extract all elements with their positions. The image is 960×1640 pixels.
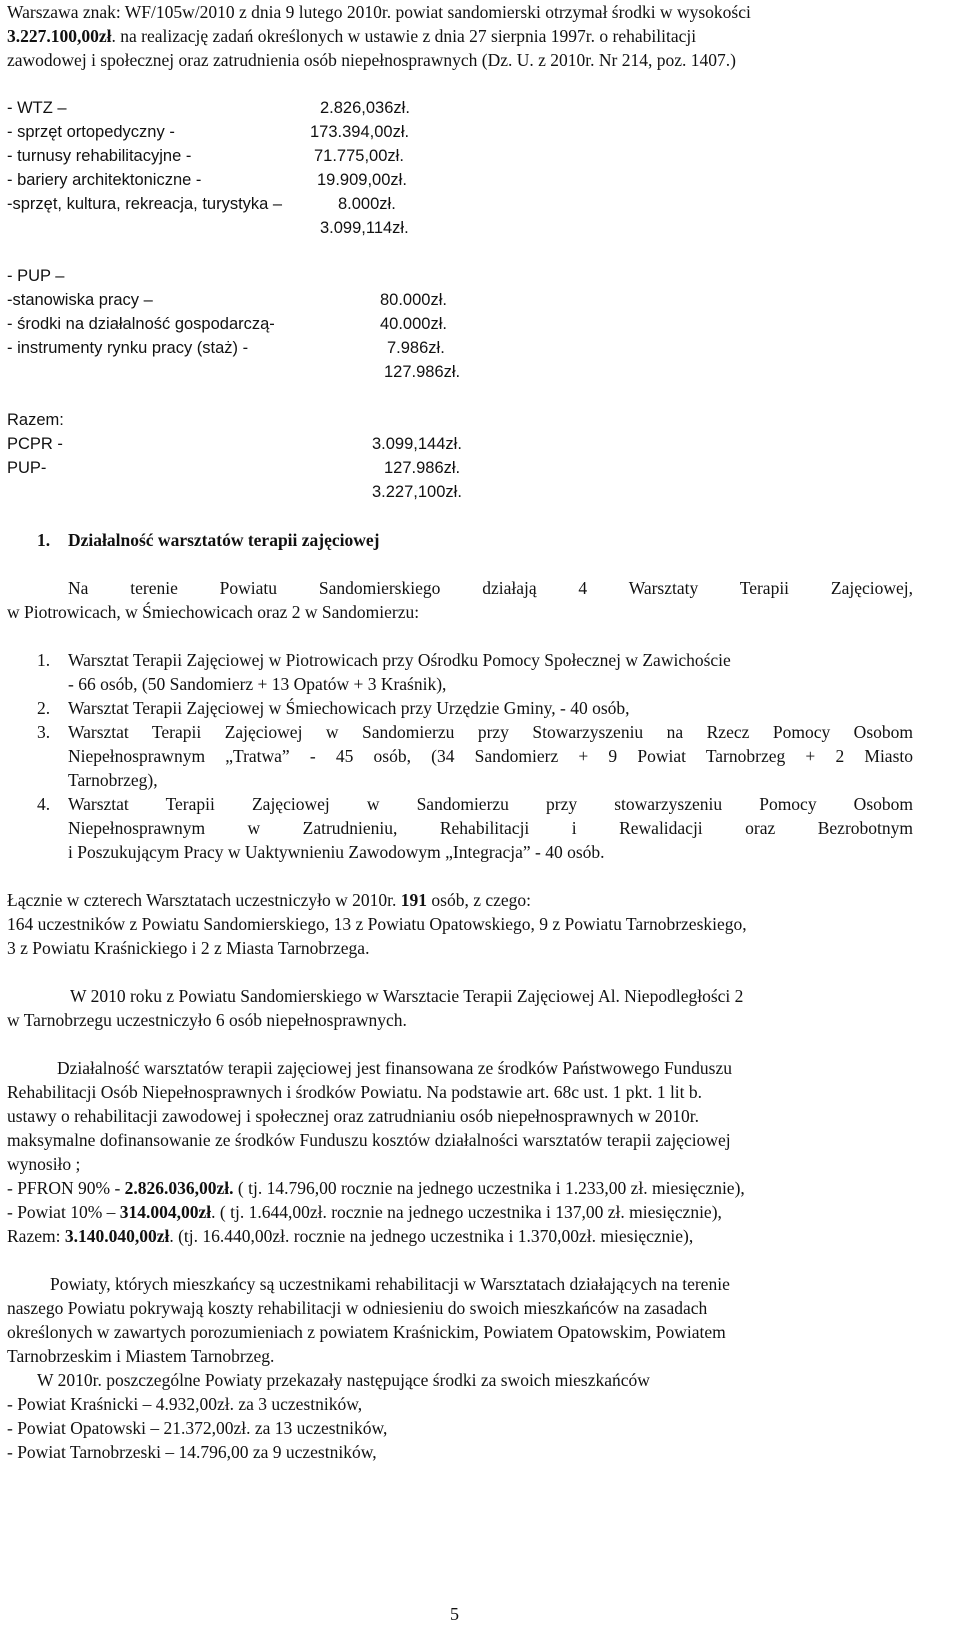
pcpr-item-amount: 173.394,00zł.	[310, 123, 410, 141]
financing-text: - PFRON 90% -	[7, 1178, 125, 1198]
list-item-line: Niepełnosprawnym „Tratwa” - 45 osób, (34 Sandomierz + 9 Powiat Tarnobrzeg + 2 Miasto	[68, 746, 913, 766]
pup-item-amount: 40.000zł.	[380, 315, 447, 333]
list-item-line: i Poszukującym Pracy w Uaktywnieniu Zawodowym „Integracja” - 40 osób.	[68, 842, 605, 862]
pcpr-item-label: - bariery architektoniczne -	[7, 171, 202, 189]
razem-heading: Razem:	[7, 411, 64, 429]
powiaty-line-3: określonych w zawartych porozumieniach z powiatem Kraśnickim, Powiatem Opatowskim, Powiatem	[7, 1322, 726, 1342]
pup-item-label: -stanowiska pracy –	[7, 291, 153, 309]
list-item-line: Warsztat Terapii Zajęciowej w Piotrowicach przy Ośrodku Pomocy Społecznej w Zawichoście	[68, 650, 731, 670]
section-intro-line-1: Na terenie Powiatu Sandomierskiego działają 4 Warsztaty Terapii Zajęciowej,	[68, 578, 913, 598]
pup-item-amount: 80.000zł.	[380, 291, 447, 309]
pcpr-item-label: - turnusy rehabilitacyjne -	[7, 147, 192, 165]
list-item-number: 1.	[37, 650, 51, 670]
financing-pfron	[7, 1176, 745, 1200]
financing-text: - Powiat 10% –	[7, 1202, 120, 1222]
pcpr-item-amount: 71.775,00zł.	[314, 147, 404, 165]
participants-count: 191	[400, 890, 428, 910]
pup-label: - PUP –	[7, 267, 65, 285]
razem-label-pup: PUP-	[7, 459, 47, 477]
financing-amount: 3.140.040,00zł	[64, 1226, 170, 1246]
list-item-line: Warsztat Terapii Zajęciowej w Sandomierzu przy stowarzyszeniu Pomocy Osobom	[68, 794, 913, 814]
pcpr-item-label: - sprzęt ortopedyczny -	[7, 123, 175, 141]
pcpr-item-label: -sprzęt, kultura, rekreacja, turystyka –	[7, 195, 283, 213]
intro-line-2-rest: . na realizację zadań określonych w ustawie z dnia 27 sierpnia 1997r. o rehabilitacji	[111, 26, 697, 46]
financing-text: Razem:	[7, 1226, 65, 1246]
list-item-line: Warsztat Terapii Zajęciowej w Śmiechowicach przy Urzędzie Gminy, - 40 osób,	[68, 698, 630, 718]
financing-text: ( tj. 14.796,00 rocznie na jednego uczestnika i 1.233,00 zł. miesięcznie),	[233, 1178, 745, 1198]
intro-amount: 3.227.100,00zł	[7, 26, 112, 46]
pup-item-amount: 7.986zł.	[387, 339, 445, 357]
pup-item-label: - instrumenty rynku pracy (staż) -	[7, 339, 249, 357]
participants-text: Łącznie w czterech Warsztatach uczestniczyło w 2010r.	[7, 890, 401, 910]
powiaty-item: - Powiat Opatowski – 21.372,00zł. za 13 uczestników,	[7, 1418, 388, 1438]
razem-amount-pcpr: 3.099,144zł.	[372, 435, 462, 453]
page-number: 5	[450, 1604, 459, 1624]
financing-line-5: wynosiło ;	[7, 1154, 81, 1174]
list-item-line: Warsztat Terapii Zajęciowej w Sandomierzu przy Stowarzyszeniu na Rzecz Pomocy Osobom	[68, 722, 913, 742]
tarnobrzeg-line-2: w Tarnobrzegu uczestniczyło 6 osób niepełnosprawnych.	[7, 1010, 407, 1030]
pcpr-item-amount: 19.909,00zł.	[317, 171, 407, 189]
intro-line-2	[7, 24, 696, 48]
wtz-label: - WTZ –	[7, 99, 67, 117]
participants-line-3: 3 z Powiatu Kraśnickiego i 2 z Miasta Tarnobrzega.	[7, 938, 370, 958]
section-title: Działalność warsztatów terapii zajęciowej	[68, 530, 380, 550]
financing-razem	[7, 1224, 693, 1248]
financing-amount: 314.004,00zł	[119, 1202, 212, 1222]
powiaty-line-2: naszego Powiatu pokrywają koszty rehabilitacji w odniesieniu do swoich mieszkańców na zasadach	[7, 1298, 708, 1318]
list-item-number: 3.	[37, 722, 51, 742]
tarnobrzeg-line-1: W 2010 roku z Powiatu Sandomierskiego w Warsztacie Terapii Zajęciowej Al. Niepodległości 2	[70, 986, 744, 1006]
financing-amount: 2.826.036,00zł.	[124, 1178, 234, 1198]
financing-text: . ( tj. 1.644,00zł. rocznie na jednego uczestnika i 137,00 zł. miesięcznie),	[211, 1202, 722, 1222]
list-item-line: - 66 osób, (50 Sandomierz + 13 Opatów + 3 Kraśnik),	[68, 674, 447, 694]
section-intro-line-2: w Piotrowicach, w Śmiechowicach oraz 2 w Sandomierzu:	[7, 602, 420, 622]
list-item-number: 2.	[37, 698, 51, 718]
participants-line-2: 164 uczestników z Powiatu Sandomierskiego, 13 z Powiatu Opatowskiego, 9 z Powiatu Tarnobrzeskiego,	[7, 914, 747, 934]
powiaty-item: - Powiat Kraśnicki – 4.932,00zł. za 3 uczestników,	[7, 1394, 363, 1414]
powiaty-line-5: W 2010r. poszczególne Powiaty przekazały następujące środki za swoich mieszkańców	[37, 1370, 650, 1390]
intro-line-3: zawodowej i społecznej oraz zatrudnienia osób niepełnosprawnych (Dz. U. z 2010r. Nr 214, poz. 1407.)	[7, 50, 736, 70]
financing-line-1: Działalność warsztatów terapii zajęciowej jest finansowana ze środków Państwowego Funduszu	[57, 1058, 733, 1078]
pup-item-label: - środki na działalność gospodarczą-	[7, 315, 275, 333]
razem-label-pcpr: PCPR -	[7, 435, 63, 453]
pcpr-total: 3.099,114zł.	[320, 219, 409, 237]
razem-total: 3.227,100zł.	[372, 483, 462, 501]
intro-line-1: Warszawa znak: WF/105w/2010 z dnia 9 lutego 2010r. powiat sandomierski otrzymał środki w wysokości	[7, 2, 751, 22]
wtz-amount: 2.826,036zł.	[320, 99, 410, 117]
powiaty-item: - Powiat Tarnobrzeski – 14.796,00 za 9 uczestników,	[7, 1442, 377, 1462]
section-number: 1.	[37, 530, 51, 550]
powiaty-line-1: Powiaty, których mieszkańcy są uczestnikami rehabilitacji w Warsztatach działających na terenie	[50, 1274, 730, 1294]
list-item-number: 4.	[37, 794, 51, 814]
participants-text: osób, z czego:	[427, 890, 532, 910]
pup-total: 127.986zł.	[384, 363, 461, 381]
financing-line-4: maksymalne dofinansowanie ze środków Funduszu kosztów działalności warsztatów terapii zajęciowej	[7, 1130, 731, 1150]
list-item-line: Niepełnosprawnym w Zatrudnieniu, Rehabilitacji i Rewalidacji oraz Bezrobotnym	[68, 818, 913, 838]
list-item-line: Tarnobrzeg),	[68, 770, 158, 790]
pcpr-item-amount: 8.000zł.	[338, 195, 396, 213]
participants-line-1	[7, 888, 531, 912]
financing-powiat	[7, 1200, 722, 1224]
financing-text: . (tj. 16.440,00zł. rocznie na jednego uczestnika i 1.370,00zł. miesięcznie),	[169, 1226, 694, 1246]
powiaty-line-4: Tarnobrzeskim i Miastem Tarnobrzeg.	[7, 1346, 275, 1366]
financing-line-3: ustawy o rehabilitacji zawodowej i społecznej oraz zatrudnianiu osób niepełnosprawnych w 2010r.	[7, 1106, 700, 1126]
financing-line-2: Rehabilitacji Osób Niepełnosprawnych i środków Powiatu. Na podstawie art. 68c ust. 1 pkt. 1 lit b.	[7, 1082, 703, 1102]
razem-amount-pup: 127.986zł.	[384, 459, 461, 477]
